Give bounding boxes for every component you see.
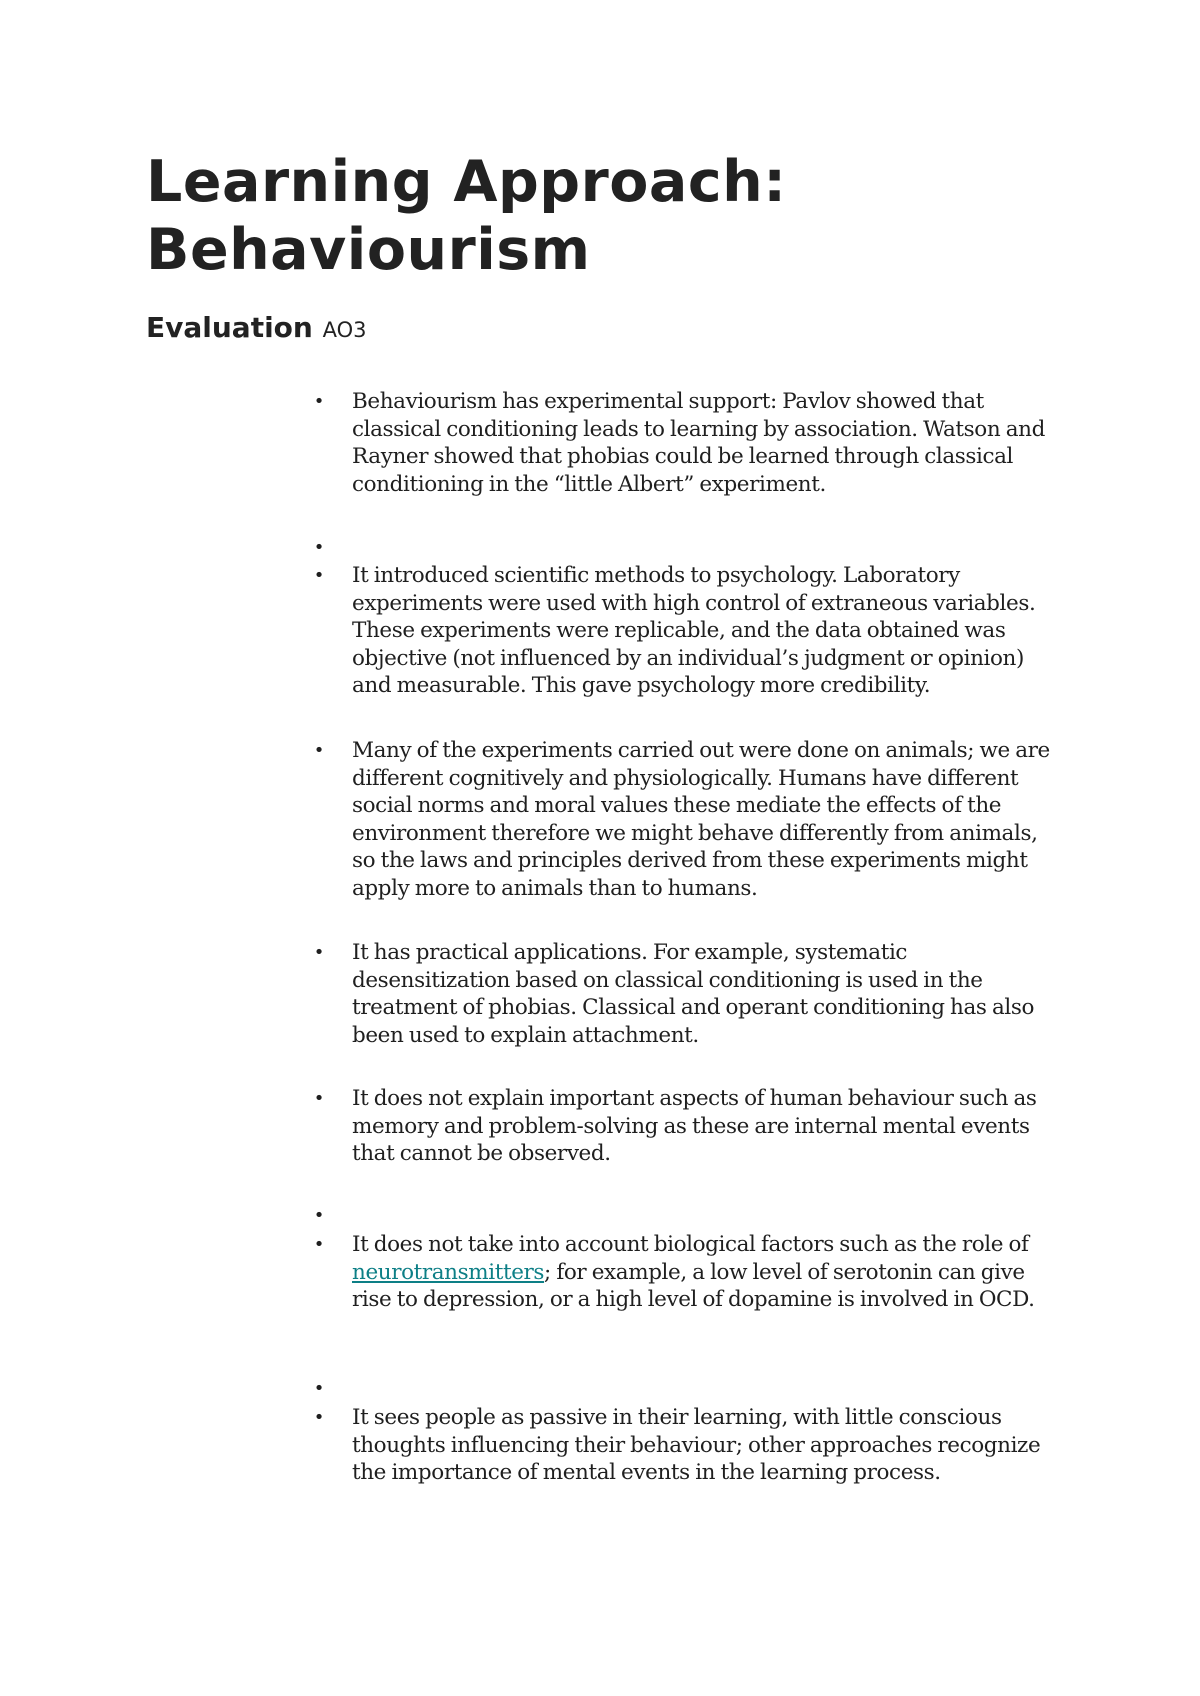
evaluation-point-text: It does not explain important aspects of human behaviour such as memory and problem-solving as these are internal mental events that cannot be observed. [352,1086,1037,1167]
section-heading [146,310,367,348]
section-heading-label: Evaluation [146,311,313,344]
bullet-marker: • [313,565,325,586]
bullet-marker: • [313,1378,325,1399]
point-text-before-link: It does not take into account biological factors such as the role of [352,1232,1029,1257]
evaluation-point-text: Behaviourism has experimental support: Pavlov showed that classical conditioning leads to learning by association. Watson and Rayner showed that phobias could be learned through classical conditioning in the “little Albert” experiment. [352,389,1045,497]
bullet-marker: • [313,1088,325,1109]
point-text-after-link: ; for example, a low level of serotonin can give rise to depression, or a high level of dopamine is involved in OCD. [352,1259,1035,1313]
evaluation-point-text: It introduced scientific methods to psychology. Laboratory experiments were used with high control of extraneous variables. These experiments were replicable, and the data obtained was objective (not influenced by an individual’s judgment or opinion) and measurable. This gave psychology more credibility. [352,563,1036,699]
page-title [146,148,787,284]
assessment-objective-tag: AO3 [322,318,367,342]
bullet-marker: • [313,537,325,558]
page-title-line-2: Behaviourism [146,217,591,283]
evaluation-point-text [352,1231,1062,1314]
bullet-marker: • [313,1407,325,1428]
bullet-marker: • [313,391,325,412]
neurotransmitters-link[interactable]: neurotransmitters [352,1259,545,1285]
page-title-line-1: Learning Approach: [146,149,787,215]
evaluation-point-text: It has practical applications. For example, systematic desensitization based on classical conditioning is used in the treatment of phobias. Classical and operant conditioning has also been used to explain attachment. [352,940,1035,1048]
bullet-marker: • [313,1205,325,1226]
bullet-marker: • [313,1234,325,1255]
evaluation-point-text: Many of the experiments carried out were done on animals; we are different cognitively and physiologically. Humans have different social norms and moral values these mediate the effects of the environment therefore we might behave differently from animals, so the laws and principles derived from these experiments might apply more to animals than to humans. [352,738,1050,901]
evaluation-point-text: It sees people as passive in their learning, with little conscious thoughts influencing their behaviour; other approaches recognize the importance of mental events in the learning process. [352,1405,1041,1486]
bullet-marker: • [313,942,325,963]
bullet-marker: • [313,740,325,761]
